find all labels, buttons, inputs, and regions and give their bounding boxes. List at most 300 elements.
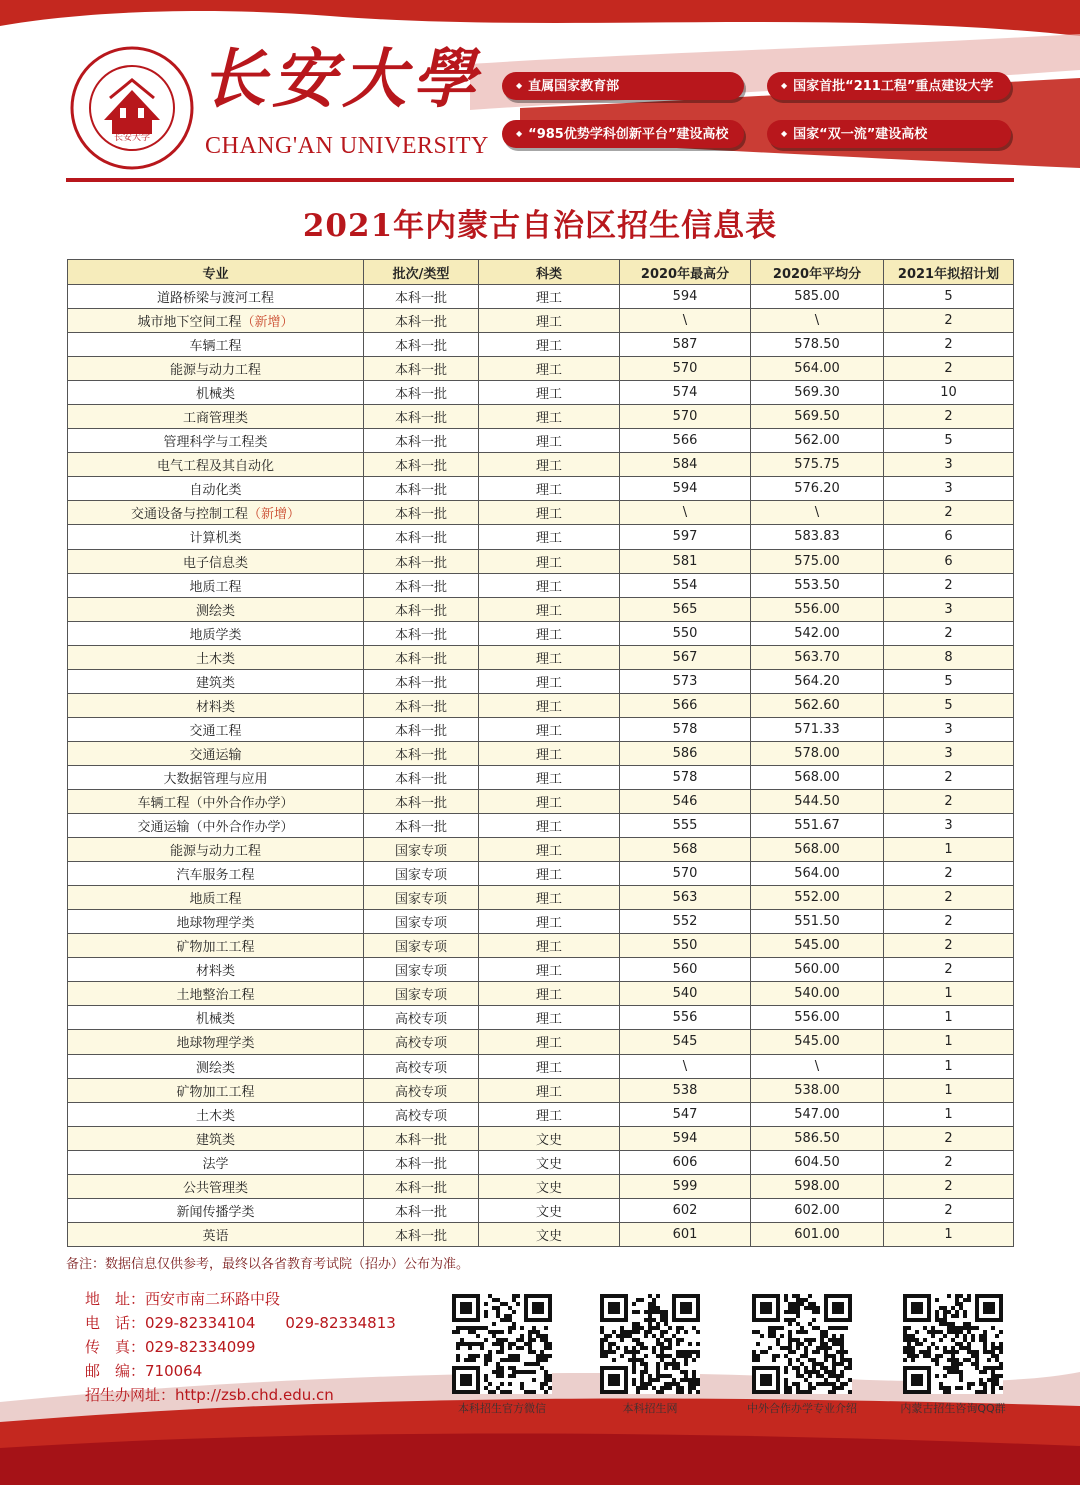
major-name: 土地整治工程 xyxy=(176,988,255,1004)
col-header-avg-score: 2020年平均分 xyxy=(751,260,884,285)
table-row xyxy=(68,1126,1014,1150)
plan-cell: 2 xyxy=(884,1198,1014,1222)
max-score-cell: 566 xyxy=(620,693,751,717)
avg-score-cell: 576.20 xyxy=(751,477,884,501)
max-score-cell: 567 xyxy=(620,645,751,669)
major-cell xyxy=(68,1078,364,1102)
max-score-cell: \ xyxy=(620,1054,751,1078)
subject-cell: 理工 xyxy=(479,862,620,886)
major-cell xyxy=(68,958,364,982)
table-row xyxy=(68,621,1014,645)
major-cell xyxy=(68,621,364,645)
max-score-cell: 594 xyxy=(620,285,751,309)
major-name: 电子信息类 xyxy=(182,555,248,571)
subject-cell: 理工 xyxy=(479,597,620,621)
subject-cell: 理工 xyxy=(479,405,620,429)
batch-cell: 本科一批 xyxy=(364,1150,479,1174)
subject-cell: 文史 xyxy=(479,1126,620,1150)
avg-score-cell: 560.00 xyxy=(751,958,884,982)
major-cell xyxy=(68,453,364,477)
major-cell xyxy=(68,789,364,813)
plan-cell: 2 xyxy=(884,501,1014,525)
major-cell xyxy=(68,645,364,669)
subject-cell: 理工 xyxy=(479,309,620,333)
batch-cell: 本科一批 xyxy=(364,1198,479,1222)
plan-cell: 3 xyxy=(884,597,1014,621)
batch-cell: 本科一批 xyxy=(364,429,479,453)
table-row xyxy=(68,1078,1014,1102)
avg-score-cell: 562.60 xyxy=(751,693,884,717)
major-name: 地质工程 xyxy=(189,892,242,908)
qr-code-icon xyxy=(903,1294,1003,1394)
table-row xyxy=(68,309,1014,333)
avg-score-cell: 545.00 xyxy=(751,1030,884,1054)
major-cell xyxy=(68,910,364,934)
subject-cell: 理工 xyxy=(479,1054,620,1078)
table-row xyxy=(68,982,1014,1006)
table-row xyxy=(68,1150,1014,1174)
major-name: 计算机类 xyxy=(189,531,242,547)
subject-cell: 理工 xyxy=(479,741,620,765)
avg-score-cell: 538.00 xyxy=(751,1078,884,1102)
major-name: 道路桥梁与渡河工程 xyxy=(156,291,274,307)
batch-cell: 高校专项 xyxy=(364,1030,479,1054)
major-name: 材料类 xyxy=(195,699,235,715)
major-name: 能源与动力工程 xyxy=(169,363,261,379)
major-cell xyxy=(68,1174,364,1198)
subject-cell: 理工 xyxy=(479,838,620,862)
major-cell xyxy=(68,1006,364,1030)
major-cell xyxy=(68,1150,364,1174)
max-score-cell: 570 xyxy=(620,357,751,381)
max-score-cell: 540 xyxy=(620,982,751,1006)
max-score-cell: 568 xyxy=(620,838,751,862)
plan-cell: 2 xyxy=(884,886,1014,910)
subject-cell: 理工 xyxy=(479,1102,620,1126)
major-name: 城市地下空间工程 xyxy=(137,315,242,331)
batch-cell: 本科一批 xyxy=(364,1222,479,1246)
max-score-cell: 538 xyxy=(620,1078,751,1102)
subject-cell: 文史 xyxy=(479,1174,620,1198)
seal-lettering: 长安大学 xyxy=(113,133,150,143)
batch-cell: 高校专项 xyxy=(364,1078,479,1102)
major-name: 管理科学与工程类 xyxy=(163,435,268,451)
col-header-max-score: 2020年最高分 xyxy=(620,260,751,285)
batch-cell: 高校专项 xyxy=(364,1102,479,1126)
batch-cell: 国家专项 xyxy=(364,838,479,862)
table-row xyxy=(68,862,1014,886)
avg-score-cell: 544.50 xyxy=(751,789,884,813)
plan-cell: 2 xyxy=(884,934,1014,958)
plan-cell: 3 xyxy=(884,453,1014,477)
major-cell xyxy=(68,333,364,357)
avg-score-cell: 556.00 xyxy=(751,597,884,621)
major-name: 材料类 xyxy=(195,964,235,980)
table-row xyxy=(68,429,1014,453)
major-cell xyxy=(68,1054,364,1078)
plan-cell: 5 xyxy=(884,669,1014,693)
plan-cell: 1 xyxy=(884,838,1014,862)
subject-cell: 理工 xyxy=(479,717,620,741)
subject-cell: 理工 xyxy=(479,958,620,982)
disclaimer-note: 备注：数据信息仅供参考，最终以各省教育考试院（招办）公布为准。 xyxy=(66,1257,470,1272)
plan-cell: 2 xyxy=(884,357,1014,381)
major-name: 车辆工程（中外合作办学） xyxy=(137,796,294,811)
qr-caption: 本科招生网 xyxy=(622,1402,678,1415)
badge-985-platform: ◆ “985优势学科创新平台”建设高校 xyxy=(502,120,744,148)
table-row xyxy=(68,525,1014,549)
avg-score-cell: 604.50 xyxy=(751,1150,884,1174)
plan-cell: 1 xyxy=(884,1054,1014,1078)
plan-cell: 2 xyxy=(884,1174,1014,1198)
avg-score-cell: 578.00 xyxy=(751,741,884,765)
major-cell xyxy=(68,1198,364,1222)
max-score-cell: 594 xyxy=(620,477,751,501)
batch-cell: 本科一批 xyxy=(364,525,479,549)
major-cell xyxy=(68,381,364,405)
plan-cell: 1 xyxy=(884,1006,1014,1030)
plan-cell: 1 xyxy=(884,1102,1014,1126)
batch-cell: 国家专项 xyxy=(364,958,479,982)
max-score-cell: 570 xyxy=(620,405,751,429)
contact-block xyxy=(85,1287,396,1407)
subject-cell: 理工 xyxy=(479,982,620,1006)
max-score-cell: 578 xyxy=(620,717,751,741)
new-major-tag: （新增） xyxy=(248,507,301,523)
admission-table xyxy=(67,259,1014,1247)
max-score-cell: 602 xyxy=(620,1198,751,1222)
subject-cell: 理工 xyxy=(479,501,620,525)
major-name: 车辆工程 xyxy=(189,339,242,355)
batch-cell: 本科一批 xyxy=(364,453,479,477)
plan-cell: 1 xyxy=(884,1222,1014,1246)
subject-cell: 理工 xyxy=(479,765,620,789)
major-name: 地球物理学类 xyxy=(176,1036,255,1052)
max-score-cell: \ xyxy=(620,501,751,525)
table-row xyxy=(68,477,1014,501)
table-row xyxy=(68,285,1014,309)
table-row xyxy=(68,934,1014,958)
plan-cell: 10 xyxy=(884,381,1014,405)
batch-cell: 高校专项 xyxy=(364,1006,479,1030)
university-name-en: CHANG'AN UNIVERSITY xyxy=(205,133,489,159)
qr-caption: 中外合作办学专业介绍 xyxy=(747,1402,857,1415)
table-row xyxy=(68,1174,1014,1198)
major-name: 汽车服务工程 xyxy=(176,868,255,884)
batch-cell: 本科一批 xyxy=(364,1126,479,1150)
max-score-cell: 550 xyxy=(620,621,751,645)
major-name: 公共管理类 xyxy=(182,1180,248,1196)
major-cell xyxy=(68,429,364,453)
avg-score-cell: 542.00 xyxy=(751,621,884,645)
major-name: 地球物理学类 xyxy=(176,916,255,932)
table-row xyxy=(68,1102,1014,1126)
batch-cell: 本科一批 xyxy=(364,669,479,693)
table-row xyxy=(68,1006,1014,1030)
major-name: 矿物加工工程 xyxy=(176,940,255,956)
major-cell xyxy=(68,285,364,309)
major-name: 法学 xyxy=(202,1156,229,1172)
table-row xyxy=(68,357,1014,381)
avg-score-cell: 585.00 xyxy=(751,285,884,309)
avg-score-cell: 540.00 xyxy=(751,982,884,1006)
table-row xyxy=(68,693,1014,717)
table-row xyxy=(68,838,1014,862)
batch-cell: 本科一批 xyxy=(364,693,479,717)
avg-score-cell: 601.00 xyxy=(751,1222,884,1246)
avg-score-cell: 552.00 xyxy=(751,886,884,910)
plan-cell: 3 xyxy=(884,477,1014,501)
table-row xyxy=(68,886,1014,910)
table-row xyxy=(68,1054,1014,1078)
table-row xyxy=(68,814,1014,838)
major-name: 能源与动力工程 xyxy=(169,844,261,860)
major-cell xyxy=(68,597,364,621)
plan-cell: 2 xyxy=(884,405,1014,429)
major-name: 机械类 xyxy=(195,387,235,403)
subject-cell: 理工 xyxy=(479,1006,620,1030)
max-score-cell: 566 xyxy=(620,429,751,453)
avg-score-cell: 575.00 xyxy=(751,549,884,573)
contact-website[interactable]: 招生办网址：http://zsb.chd.edu.cn xyxy=(85,1386,334,1404)
qr-code-icon xyxy=(752,1294,852,1394)
avg-score-cell: 578.50 xyxy=(751,333,884,357)
avg-score-cell: 602.00 xyxy=(751,1198,884,1222)
max-score-cell: 601 xyxy=(620,1222,751,1246)
major-name: 交通工程 xyxy=(189,723,242,739)
subject-cell: 理工 xyxy=(479,453,620,477)
qr-code-icon xyxy=(600,1294,700,1394)
max-score-cell: 552 xyxy=(620,910,751,934)
batch-cell: 本科一批 xyxy=(364,477,479,501)
table-row xyxy=(68,789,1014,813)
max-score-cell: 599 xyxy=(620,1174,751,1198)
major-name: 新闻传播学类 xyxy=(176,1204,255,1220)
major-cell xyxy=(68,934,364,958)
batch-cell: 本科一批 xyxy=(364,549,479,573)
table-row xyxy=(68,910,1014,934)
plan-cell: 1 xyxy=(884,1078,1014,1102)
major-cell xyxy=(68,501,364,525)
avg-score-cell: 568.00 xyxy=(751,838,884,862)
col-header-subject: 科类 xyxy=(479,260,620,285)
plan-cell: 5 xyxy=(884,429,1014,453)
contact-phone: 电 话：029-82334104 029-82334813 xyxy=(85,1314,396,1332)
avg-score-cell: \ xyxy=(751,309,884,333)
major-cell xyxy=(68,886,364,910)
col-header-major: 专业 xyxy=(68,260,364,285)
batch-cell: 国家专项 xyxy=(364,982,479,1006)
table-row xyxy=(68,765,1014,789)
avg-score-cell: 564.00 xyxy=(751,357,884,381)
plan-cell: 2 xyxy=(884,621,1014,645)
subject-cell: 文史 xyxy=(479,1198,620,1222)
page-title: 2021年内蒙古自治区招生信息表 xyxy=(302,208,778,244)
plan-cell: 5 xyxy=(884,693,1014,717)
major-cell xyxy=(68,741,364,765)
subject-cell: 理工 xyxy=(479,525,620,549)
batch-cell: 本科一批 xyxy=(364,717,479,741)
table-row xyxy=(68,573,1014,597)
plan-cell: 2 xyxy=(884,1150,1014,1174)
table-row xyxy=(68,405,1014,429)
plan-cell: 2 xyxy=(884,1126,1014,1150)
max-score-cell: 554 xyxy=(620,573,751,597)
plan-cell: 1 xyxy=(884,982,1014,1006)
table-row xyxy=(68,669,1014,693)
plan-cell: 1 xyxy=(884,1030,1014,1054)
avg-score-cell: 553.50 xyxy=(751,573,884,597)
avg-score-cell: 564.00 xyxy=(751,862,884,886)
major-cell xyxy=(68,1030,364,1054)
contact-fax: 传 真：029-82334099 xyxy=(85,1338,256,1356)
table-header-row xyxy=(68,260,1014,285)
table-row xyxy=(68,597,1014,621)
max-score-cell: 556 xyxy=(620,1006,751,1030)
max-score-cell: 597 xyxy=(620,525,751,549)
table-row xyxy=(68,333,1014,357)
subject-cell: 理工 xyxy=(479,934,620,958)
batch-cell: 本科一批 xyxy=(364,1174,479,1198)
major-name: 建筑类 xyxy=(195,1132,235,1148)
max-score-cell: 546 xyxy=(620,789,751,813)
plan-cell: 3 xyxy=(884,717,1014,741)
subject-cell: 理工 xyxy=(479,645,620,669)
table-row xyxy=(68,741,1014,765)
major-name: 工商管理类 xyxy=(182,411,248,427)
table-row xyxy=(68,717,1014,741)
qr-caption: 内蒙古招生咨询QQ群 xyxy=(900,1402,1006,1415)
batch-cell: 本科一批 xyxy=(364,621,479,645)
max-score-cell: 573 xyxy=(620,669,751,693)
avg-score-cell: 583.83 xyxy=(751,525,884,549)
plan-cell: 8 xyxy=(884,645,1014,669)
subject-cell: 理工 xyxy=(479,357,620,381)
batch-cell: 国家专项 xyxy=(364,910,479,934)
max-score-cell: 550 xyxy=(620,934,751,958)
avg-score-cell: 575.75 xyxy=(751,453,884,477)
plan-cell: 3 xyxy=(884,814,1014,838)
batch-cell: 本科一批 xyxy=(364,285,479,309)
max-score-cell: 586 xyxy=(620,741,751,765)
subject-cell: 理工 xyxy=(479,477,620,501)
subject-cell: 文史 xyxy=(479,1150,620,1174)
table-row xyxy=(68,1198,1014,1222)
major-name: 测绘类 xyxy=(195,1060,235,1076)
plan-cell: 2 xyxy=(884,309,1014,333)
batch-cell: 本科一批 xyxy=(364,357,479,381)
major-name: 建筑类 xyxy=(195,675,235,691)
plan-cell: 6 xyxy=(884,525,1014,549)
avg-score-cell: 551.50 xyxy=(751,910,884,934)
avg-score-cell: 562.00 xyxy=(751,429,884,453)
major-name: 自动化类 xyxy=(189,483,242,499)
major-cell xyxy=(68,357,364,381)
avg-score-cell: 556.00 xyxy=(751,1006,884,1030)
avg-score-cell: 547.00 xyxy=(751,1102,884,1126)
major-name: 英语 xyxy=(202,1228,229,1244)
avg-score-cell: 569.50 xyxy=(751,405,884,429)
subject-cell: 理工 xyxy=(479,910,620,934)
plan-cell: 2 xyxy=(884,862,1014,886)
col-header-batch: 批次/类型 xyxy=(364,260,479,285)
max-score-cell: 578 xyxy=(620,765,751,789)
major-cell xyxy=(68,525,364,549)
major-cell xyxy=(68,765,364,789)
max-score-cell: 574 xyxy=(620,381,751,405)
batch-cell: 本科一批 xyxy=(364,405,479,429)
subject-cell: 理工 xyxy=(479,573,620,597)
max-score-cell: 584 xyxy=(620,453,751,477)
avg-score-cell: \ xyxy=(751,501,884,525)
major-cell xyxy=(68,309,364,333)
batch-cell: 本科一批 xyxy=(364,765,479,789)
batch-cell: 本科一批 xyxy=(364,741,479,765)
batch-cell: 本科一批 xyxy=(364,333,479,357)
major-name: 大数据管理与应用 xyxy=(163,771,268,787)
major-cell xyxy=(68,982,364,1006)
qr-code-icon xyxy=(452,1294,552,1394)
subject-cell: 理工 xyxy=(479,1030,620,1054)
plan-cell: 2 xyxy=(884,910,1014,934)
subject-cell: 文史 xyxy=(479,1222,620,1246)
subject-cell: 理工 xyxy=(479,886,620,910)
subject-cell: 理工 xyxy=(479,285,620,309)
plan-cell: 2 xyxy=(884,765,1014,789)
max-score-cell: 560 xyxy=(620,958,751,982)
max-score-cell: 587 xyxy=(620,333,751,357)
max-score-cell: 565 xyxy=(620,597,751,621)
contact-postcode: 邮 编：710064 xyxy=(85,1362,203,1380)
subject-cell: 理工 xyxy=(479,549,620,573)
plan-cell: 3 xyxy=(884,741,1014,765)
batch-cell: 本科一批 xyxy=(364,501,479,525)
major-name: 交通运输 xyxy=(189,747,242,763)
major-name: 土木类 xyxy=(195,651,235,667)
max-score-cell: 594 xyxy=(620,1126,751,1150)
batch-cell: 国家专项 xyxy=(364,934,479,958)
avg-score-cell: 564.20 xyxy=(751,669,884,693)
subject-cell: 理工 xyxy=(479,381,620,405)
major-cell xyxy=(68,693,364,717)
contact-address: 地 址：西安市南二环路中段 xyxy=(85,1290,281,1308)
batch-cell: 国家专项 xyxy=(364,862,479,886)
major-cell xyxy=(68,549,364,573)
batch-cell: 本科一批 xyxy=(364,573,479,597)
plan-cell: 6 xyxy=(884,549,1014,573)
avg-score-cell: 586.50 xyxy=(751,1126,884,1150)
major-name: 测绘类 xyxy=(195,603,235,619)
max-score-cell: 545 xyxy=(620,1030,751,1054)
table-row xyxy=(68,1222,1014,1246)
major-name: 机械类 xyxy=(195,1012,235,1028)
max-score-cell: 581 xyxy=(620,549,751,573)
max-score-cell: 606 xyxy=(620,1150,751,1174)
major-cell xyxy=(68,717,364,741)
avg-score-cell: 568.00 xyxy=(751,765,884,789)
max-score-cell: 555 xyxy=(620,814,751,838)
batch-cell: 国家专项 xyxy=(364,886,479,910)
header-divider xyxy=(66,178,1014,182)
badge-direct-ministry: ◆ 直属国家教育部 xyxy=(502,72,744,100)
subject-cell: 理工 xyxy=(479,669,620,693)
table-row xyxy=(68,1030,1014,1054)
avg-score-cell: 563.70 xyxy=(751,645,884,669)
batch-cell: 本科一批 xyxy=(364,381,479,405)
plan-cell: 2 xyxy=(884,958,1014,982)
major-cell xyxy=(68,1222,364,1246)
badge-211-project: ◆ 国家首批“211工程”重点建设大学 xyxy=(767,72,1011,100)
